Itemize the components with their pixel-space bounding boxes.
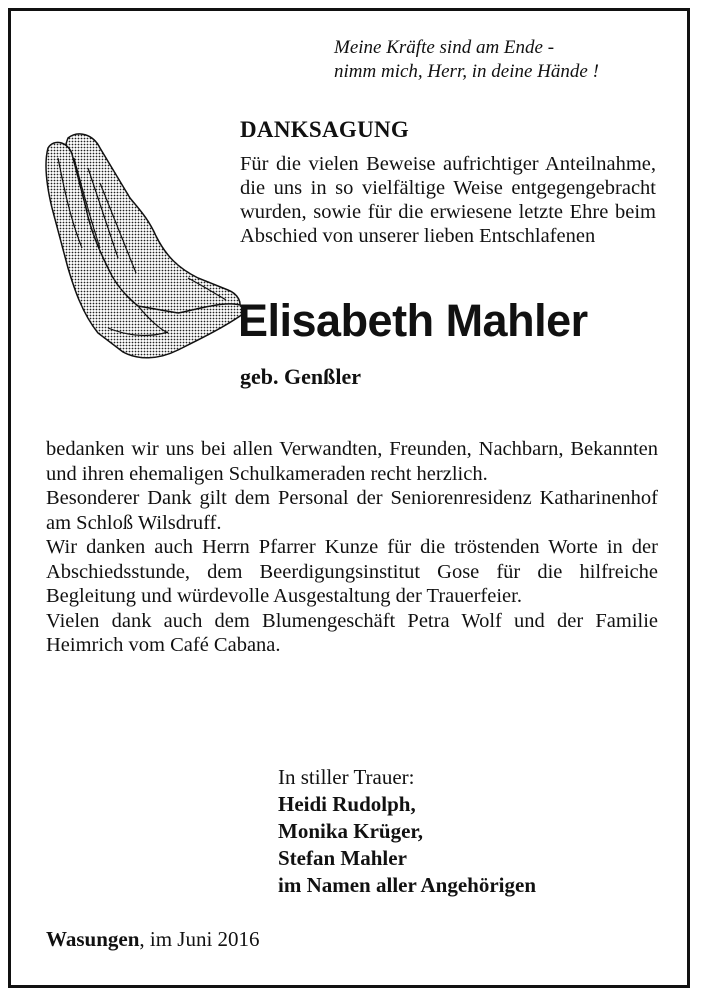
quote-line-2: nimm mich, Herr, in deine Hände ! [334, 61, 599, 82]
bible-quote [334, 36, 654, 84]
body-paragraph: bedanken wir uns bei allen Verwandten, Freunden, Nachbarn, Bekannten und ihren ehemaligen Schulkameraden recht herzlich. [46, 438, 658, 485]
body-paragraph: Besonderer Dank gilt dem Personal der Seniorenresidenz Katharinenhof am Schloß Wilsdruff. [46, 487, 658, 534]
heading: DANKSAGUNG [240, 117, 410, 142]
mourners-intro: In stiller Trauer: [278, 765, 415, 789]
place-date [46, 927, 260, 952]
deceased-name: Elisabeth Mahler [238, 295, 588, 346]
body-paragraph: Vielen dank auch dem Blumengeschäft Petra Wolf und der Familie Heimrich vom Café Cabana. [46, 609, 658, 656]
body-paragraph: Wir danken auch Herrn Pfarrer Kunze für die tröstenden Worte in der Abschiedsstunde, dem Beerdigungsinstitut Gose für die hilfreiche Begleitung und würdevolle Ausgestaltung der Trauerfeier. [46, 536, 658, 607]
mourner-name: Heidi Rudolph, [278, 792, 416, 816]
quote-line-1: Meine Kräfte sind am Ende - [334, 37, 555, 58]
praying-hands-icon [38, 128, 248, 368]
mourner-name: Monika Krüger, [278, 819, 424, 843]
thanks-body [46, 437, 658, 658]
mourner-name: im Namen aller Angehörigen [278, 873, 537, 897]
notice-date: , im Juni 2016 [139, 927, 260, 951]
maiden-name: geb. Genßler [240, 364, 361, 389]
mourners-block [278, 764, 638, 899]
mourner-name: Stefan Mahler [278, 846, 407, 870]
place-city: Wasungen [46, 927, 140, 951]
intro-text: Für die vielen Beweise aufrichtiger Anteilnahme, die uns in so vielfältige Weise entgegengebracht wurden, sowie für die erwiesene letzte Ehre beim Abschied von unserer lieben Entschlafenen [240, 153, 656, 247]
